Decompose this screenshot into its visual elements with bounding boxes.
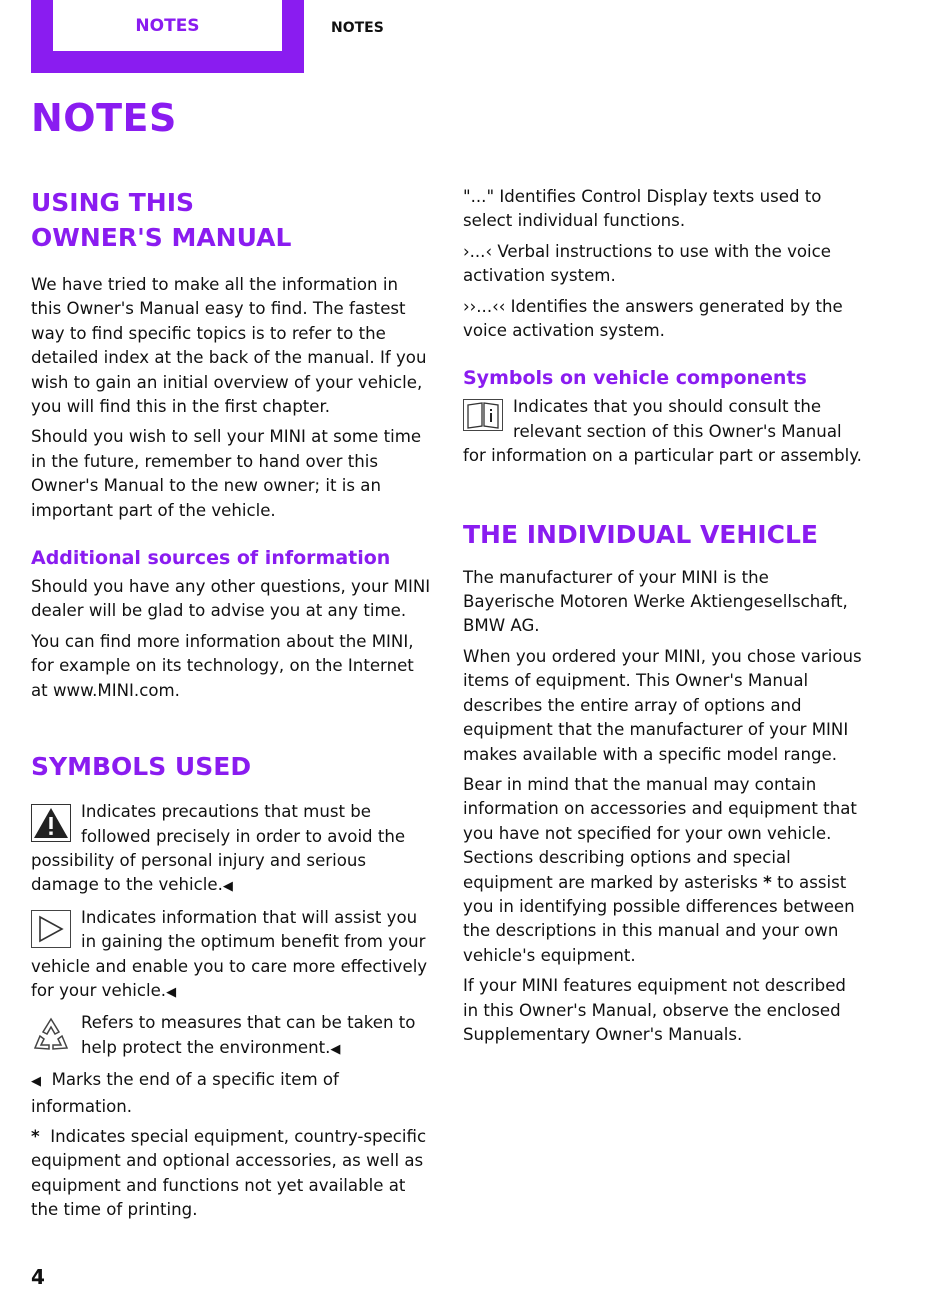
end-marker-icon: ◀: [330, 1041, 341, 1057]
end-marker-icon: ◀: [222, 879, 233, 895]
vehicle-components-title: Symbols on vehicle components: [463, 367, 807, 390]
individual-p4: If your MINI features equipment not described in this Owner's Manual, observe the enclosed Supplementary Owner's Manuals.: [463, 976, 846, 1044]
header-tab-box: [31, 0, 304, 73]
control-display-text: "..." Identifies Control Display texts used to select individual functions.: [463, 187, 822, 231]
using-manual-p2: Should you wish to sell your MINI at some time in the future, remember to hand over this Owner's Manual to the new owner; it is an important part of the vehicle.: [31, 427, 422, 520]
warning-icon: [31, 804, 71, 846]
header-section-label: NOTES: [331, 20, 384, 36]
individual-p3: Bear in mind that the manual may contain information on accessories and equipment that you have not specified for your own vehicle. Sections describing options and special equipment are marked by asterisks * to assist you in identifying possible differences between the descriptions in this manual and your own vehicle's equipment.: [463, 774, 857, 965]
header-tab-active[interactable]: NOTES: [53, 0, 282, 51]
right-column: [463, 185, 863, 1047]
end-marker-icon: ◀: [31, 1074, 41, 1090]
using-manual-p1: We have tried to make all the information in this Owner's Manual easy to find. The fastest way to find specific topics is to refer to the detailed index at the back of the manual. If you wish to gain an initial overview of your vehicle, you will find this in the first chapter.: [31, 275, 427, 417]
symbol-asterisk-item: * Indicates special equipment, country-specific equipment and optional accessories, as well as equipment and functions not yet available at the time of printing.: [31, 1126, 427, 1220]
manual-book-icon: [463, 399, 503, 435]
verbal-instructions-text: ›...‹ Verbal instructions to use with the voice activation system.: [463, 241, 831, 286]
symbol-warning-text: Indicates precautions that must be followed precisely in order to avoid the possibility of personal injury and serious damage to the vehicle.◀: [31, 802, 406, 895]
symbol-end-marker-item: ◀ Marks the end of a specific item of information.: [31, 1070, 339, 1116]
symbols-used-title: SYMBOLS USED: [31, 752, 252, 782]
additional-p2: You can find more information about the MINI, for example on its technology, on the Internet at www.MINI.com.: [31, 631, 414, 700]
info-play-icon: [31, 910, 71, 952]
voice-answers-text: ››...‹‹ Identifies the answers generated by the voice activation system.: [463, 296, 843, 341]
symbol-manual-text: Indicates that you should consult the relevant section of this Owner's Manual for information on a particular part or assembly.: [463, 397, 862, 466]
asterisk-icon: *: [763, 872, 772, 892]
symbol-info-text: Indicates information that will assist you in gaining the optimum benefit from your vehicle and enable you to care more effectively for your vehicle.◀: [31, 907, 428, 1000]
symbol-warning-item: [31, 800, 431, 900]
left-column: [31, 185, 431, 1223]
symbol-info-item: [31, 906, 431, 1006]
individual-p2: When you ordered your MINI, you chose various items of equipment. This Owner's Manual describes the entire array of options and equipment that the manufacturer of your MINI makes available with a specific model range.: [463, 646, 862, 764]
end-marker-icon: ◀: [166, 984, 177, 1000]
recycle-icon: [31, 1015, 71, 1059]
page-title: NOTES: [31, 96, 177, 140]
page-number: 4: [31, 1265, 45, 1289]
symbol-environment-text: Refers to measures that can be taken to help protect the environment.◀: [81, 1013, 416, 1057]
section-using-manual-title: USING THIS OWNER'S MANUAL: [31, 188, 292, 252]
symbol-environment-item: [31, 1011, 431, 1062]
additional-sources-title: Additional sources of information: [31, 547, 391, 570]
additional-p1: Should you have any other questions, your MINI dealer will be glad to advise you at any time.: [31, 577, 431, 621]
individual-vehicle-title: THE INDIVIDUAL VEHICLE: [463, 519, 818, 549]
individual-p1: The manufacturer of your MINI is the Bayerische Motoren Werke Aktiengesellschaft, BMW AG.: [463, 567, 848, 636]
asterisk-icon: *: [31, 1126, 40, 1146]
symbol-manual-item: [463, 395, 863, 468]
